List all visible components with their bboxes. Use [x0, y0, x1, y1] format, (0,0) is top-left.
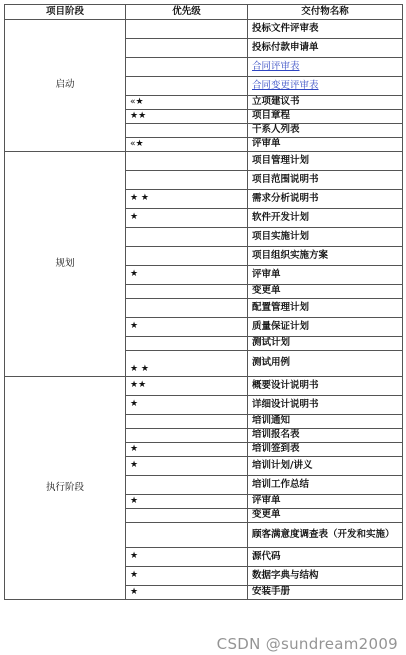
deliverable-cell: 安装手册 — [248, 586, 403, 600]
deliverable-cell: 培训签到表 — [248, 443, 403, 457]
phase-cell: 执行阶段 — [5, 377, 126, 600]
priority-cell — [126, 299, 248, 318]
priority-cell: ★ — [126, 586, 248, 600]
deliverable-cell: 项目实施计划 — [248, 228, 403, 247]
deliverable-cell[interactable] — [248, 77, 403, 96]
deliverable-cell: 评审单 — [248, 266, 403, 285]
priority-cell — [126, 429, 248, 443]
deliverable-cell[interactable] — [248, 58, 403, 77]
priority-cell: ★ — [126, 548, 248, 567]
deliverable-cell: 评审单 — [248, 138, 403, 152]
deliverable-cell: 干系人列表 — [248, 124, 403, 138]
deliverable-cell: 测试计划 — [248, 337, 403, 351]
phase-cell: 规划 — [5, 152, 126, 377]
priority-cell — [126, 285, 248, 299]
priority-cell — [126, 337, 248, 351]
priority-cell — [126, 171, 248, 190]
deliverable-cell: 培训报名表 — [248, 429, 403, 443]
table-row — [5, 152, 403, 171]
priority-cell: ★ — [126, 443, 248, 457]
priority-cell: ★ ★ — [126, 351, 248, 377]
deliverable-link[interactable]: 合同评审表 — [252, 60, 300, 72]
deliverable-cell: 培训通知 — [248, 415, 403, 429]
deliverable-cell: 需求分析说明书 — [248, 190, 403, 209]
header-row — [5, 5, 403, 20]
priority-cell: «★ — [126, 138, 248, 152]
priority-cell — [126, 228, 248, 247]
deliverable-cell: 项目章程 — [248, 110, 403, 124]
table-row — [5, 20, 403, 39]
priority-cell: ★ — [126, 396, 248, 415]
deliverable-cell: 数据字典与结构 — [248, 567, 403, 586]
deliverable-cell: 投标付款申请单 — [248, 39, 403, 58]
deliverable-cell: 顾客满意度调查表（开发和实施） — [248, 523, 403, 548]
deliverable-cell: 评审单 — [248, 495, 403, 509]
priority-cell: ★★ — [126, 110, 248, 124]
deliverables-table — [4, 4, 403, 600]
priority-cell: ★ — [126, 266, 248, 285]
deliverable-cell: 立项建议书 — [248, 96, 403, 110]
priority-cell: «★ — [126, 96, 248, 110]
priority-cell — [126, 124, 248, 138]
deliverable-cell: 变更单 — [248, 285, 403, 299]
deliverable-cell: 项目组织实施方案 — [248, 247, 403, 266]
deliverable-cell: 质量保证计划 — [248, 318, 403, 337]
deliverable-cell: 配置管理计划 — [248, 299, 403, 318]
watermark: CSDN @sundream2009 — [216, 635, 398, 653]
priority-cell — [126, 247, 248, 266]
priority-cell: ★ — [126, 567, 248, 586]
priority-cell: ★ — [126, 457, 248, 476]
deliverable-cell: 软件开发计划 — [248, 209, 403, 228]
priority-cell — [126, 77, 248, 96]
priority-cell: ★ — [126, 318, 248, 337]
deliverable-cell: 源代码 — [248, 548, 403, 567]
deliverable-cell: 变更单 — [248, 509, 403, 523]
phase-cell: 启动 — [5, 20, 126, 152]
deliverable-cell: 项目范围说明书 — [248, 171, 403, 190]
priority-cell — [126, 523, 248, 548]
priority-cell — [126, 152, 248, 171]
header-priority: 优先级 — [126, 5, 248, 20]
deliverable-cell: 投标文件评审表 — [248, 20, 403, 39]
deliverable-link[interactable]: 合同变更评审表 — [252, 79, 319, 91]
deliverable-cell: 项目管理计划 — [248, 152, 403, 171]
table-body — [5, 20, 403, 600]
deliverable-cell: 概要设计说明书 — [248, 377, 403, 396]
table-row — [5, 377, 403, 396]
header-deliverable: 交付物名称 — [248, 5, 403, 20]
priority-cell — [126, 509, 248, 523]
priority-cell — [126, 58, 248, 77]
deliverable-cell: 详细设计说明书 — [248, 396, 403, 415]
priority-cell — [126, 39, 248, 58]
header-phase: 项目阶段 — [5, 5, 126, 20]
priority-cell — [126, 20, 248, 39]
priority-cell: ★ ★ — [126, 190, 248, 209]
deliverable-cell: 培训计划/讲义 — [248, 457, 403, 476]
priority-cell: ★★ — [126, 377, 248, 396]
priority-cell — [126, 415, 248, 429]
priority-cell: ★ — [126, 209, 248, 228]
deliverable-cell: 测试用例 — [248, 351, 403, 377]
deliverable-cell: 培训工作总结 — [248, 476, 403, 495]
priority-cell: ★ — [126, 495, 248, 509]
priority-cell — [126, 476, 248, 495]
